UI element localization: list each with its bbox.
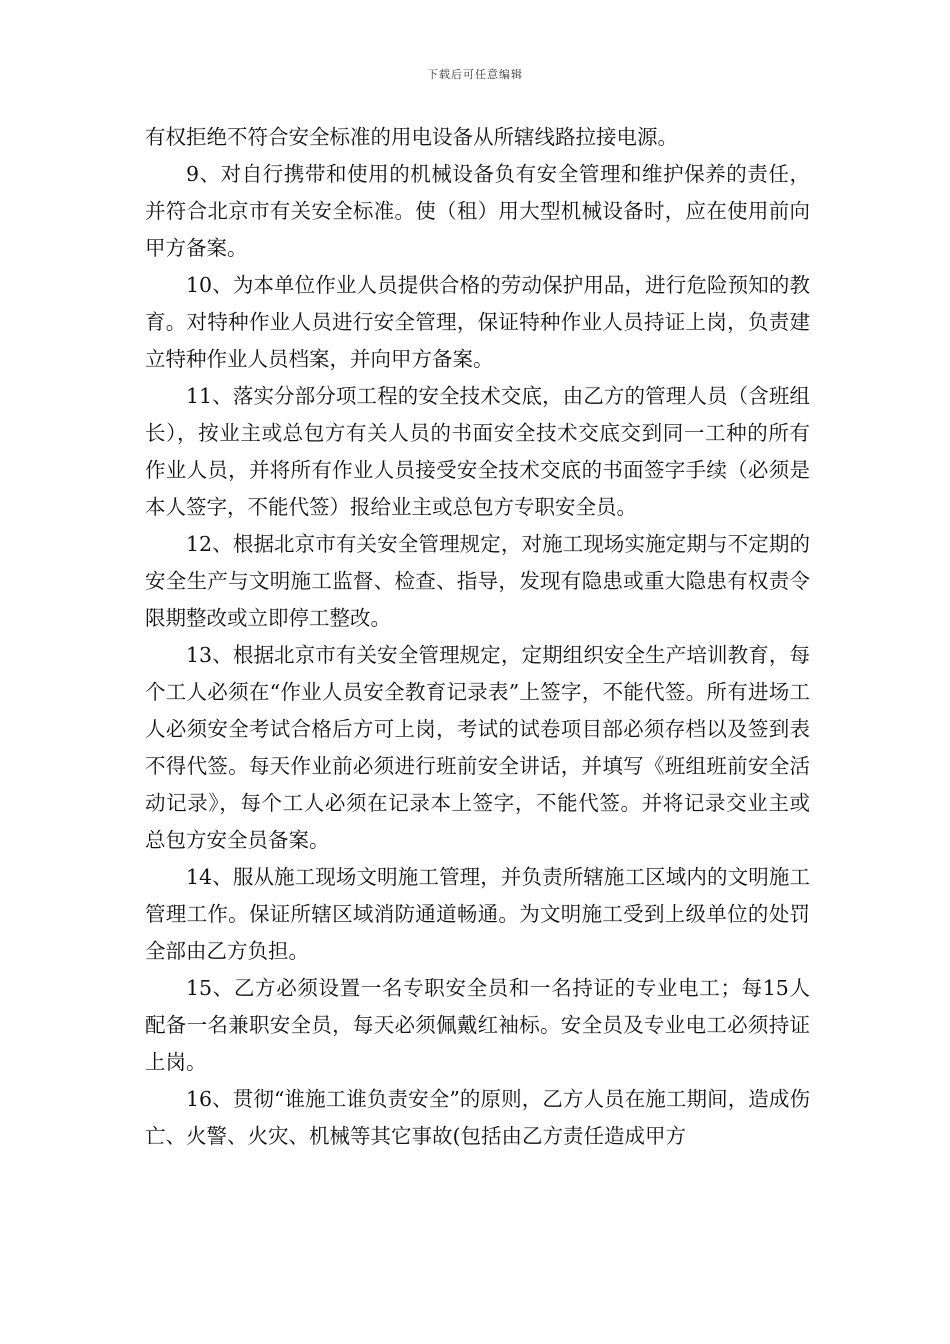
paragraph-item-12: 12、根据北京市有关安全管理规定，对施工现场实施定期与不定期的安全生产与文明施工监督、检查、指导，发现有隐患或重大隐患有权责令限期整改或立即停工整改。 (145, 532, 810, 630)
paragraph-item-11: 11、落实分部分项工程的安全技术交底，由乙方的管理人员（含班组长），按业主或总包方有关人员的书面安全技术交底交到同一工种的所有作业人员，并将所有作业人员接受安全技术交底的书面签字手续（必须是本人签字，不能代签）报给业主或总包方专职安全员。 (145, 384, 810, 519)
page-header: 下载后可任意编辑 (427, 68, 523, 81)
paragraph-item-10: 10、为本单位作业人员提供合格的劳动保护用品，进行危险预知的教育。对特种作业人员进行安全管理，保证特种作业人员持证上岗，负责建立特种作业人员档案，并向甲方备案。 (145, 273, 810, 371)
paragraph-item-13: 13、根据北京市有关安全管理规定，定期组织安全生产培训教育，每个工人必须在“作业人员安全教育记录表”上签字，不能代签。所有进场工人必须安全考试合格后方可上岗，考试的试卷项目部必须存档以及签到表不得代签。每天作业前必须进行班前安全讲话，并填写《班组班前安全活动记录》，每个工人必须在记录本上签字，不能代签。并将记录交业主或总包方安全员备案。 (145, 643, 810, 852)
paragraph-item-16: 16、贯彻“谁施工谁负责安全”的原则，乙方人员在施工期间，造成伤亡、火警、火灾、机械等其它事故(包括由乙方责任造成甲方 (145, 1087, 810, 1148)
paragraph-item-14: 14、服从施工现场文明施工管理，并负责所辖施工区域内的文明施工管理工作。保证所辖区域消防通道畅通。为文明施工受到上级单位的处罚全部由乙方负担。 (145, 865, 810, 963)
paragraph-item-9: 9、对自行携带和使用的机械设备负有安全管理和维护保养的责任，并符合北京市有关安全标准。使（租）用大型机械设备时，应在使用前向甲方备案。 (145, 162, 810, 260)
paragraph-continuation: 有权拒绝不符合安全标准的用电设备从所辖线路拉接电源。 (145, 125, 678, 149)
document-body (145, 119, 810, 1155)
paragraph-item-15: 15、乙方必须设置一名专职安全员和一名持证的专业电工；每15人配备一名兼职安全员，每天必须佩戴红袖标。安全员及专业电工必须持证上岗。 (145, 976, 810, 1074)
